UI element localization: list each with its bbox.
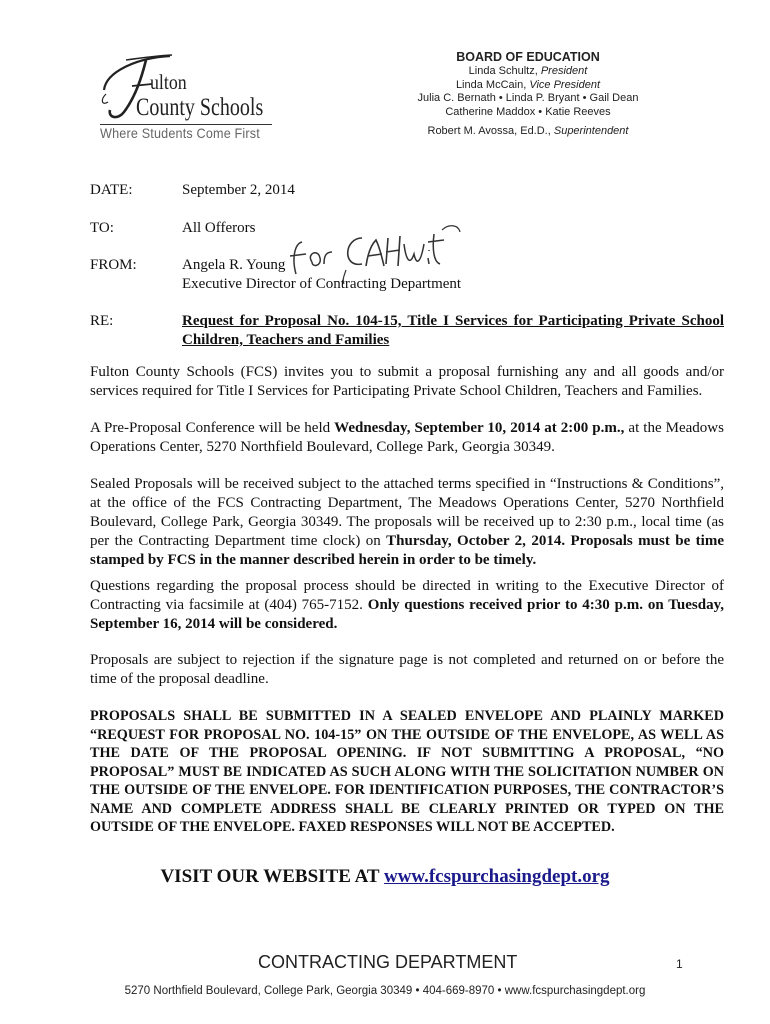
- pre-proposal-text-c: at the Meadows Operations Center, 5270 Northfield Boulevard, College Park, Georgia 30349.: [90, 420, 724, 455]
- board-vice-president: [398, 79, 658, 93]
- page-number: 1: [676, 957, 683, 971]
- superintendent-name: Robert M. Avossa, Ed.D.,: [427, 125, 554, 137]
- footer-address: 5270 Northfield Boulevard, College Park, Georgia 30349 • 404-669-8970 • www.fcspurchasingdept.org: [124, 985, 646, 997]
- paragraph-rejection: Proposals are subject to rejection if the signature page is not completed and returned on or before the time of the proposal deadline.: [90, 652, 724, 687]
- visit-website-prefix: VISIT OUR WEBSITE AT: [160, 866, 384, 887]
- questions-deadline: Only questions received prior to 4:30 p.m. on Tuesday, September 16, 2014 will be considered.: [90, 597, 724, 632]
- paragraph-submission-instructions: PROPOSALS SHALL BE SUBMITTED IN A SEALED ENVELOPE AND PLAINLY MARKED “REQUEST FOR PROPOSAL NO. 104-15” ON THE OUTSIDE OF THE ENVELOPE, AS WELL AS THE DATE OF THE PROPOSAL OPENING. IF NOT SUBMITTING A PROPOSAL, “NO PROPOSAL” MUST BE INDICATED AS SUCH ALONG WITH THE SOLICITATION NUMBER ON THE OUTSIDE OF THE ENVELOPE. FOR IDENTIFICATION PURPOSES, THE CONTRACTOR’S NAME AND COMPLETE ADDRESS SHALL BE CLEARLY PRINTED OR TYPED ON THE OUTSIDE OF THE ENVELOPE. FAXED RESPONSES WILL NOT BE ACCEPTED.: [90, 708, 724, 835]
- to-value: All Offerors: [182, 220, 256, 236]
- pre-proposal-date: Wednesday, September 10, 2014 at 2:00 p.m.,: [334, 420, 625, 436]
- logo-text-county-schools: County Schools: [136, 94, 264, 121]
- superintendent-role: Superintendent: [553, 125, 629, 137]
- vice-president-name: Linda McCain,: [455, 78, 530, 91]
- paragraph-pre-proposal: [90, 419, 724, 457]
- paragraph-questions: [90, 577, 724, 634]
- website-link[interactable]: www.fcspurchasingdept.org: [383, 866, 610, 887]
- from-label: FROM:: [90, 257, 137, 273]
- from-name: Angela R. Young: [182, 257, 286, 273]
- paragraph-invitation: Fulton County Schools (FCS) invites you to submit a proposal furnishing any and all goods and/or services required for Title I Services for Participating Private School Children, Teachers and Families.: [90, 364, 724, 399]
- board-members-line1: Julia C. Bernath • Linda P. Bryant • Gail Dean: [417, 92, 639, 104]
- board-title: BOARD OF EDUCATION: [456, 50, 600, 64]
- board-of-education-block: [398, 50, 658, 139]
- president-name: Linda Schultz,: [468, 65, 541, 77]
- re-subject: Request for Proposal No. 104-15, Title I Services for Participating Private School Children, Teachers and Families: [182, 313, 724, 348]
- logo-tagline: Where Students Come First: [100, 125, 260, 141]
- board-superintendent: [398, 125, 658, 139]
- fulton-county-schools-logo: [96, 50, 296, 142]
- footer-department-title: CONTRACTING DEPARTMENT: [258, 952, 518, 972]
- logo-text-ulton: ulton: [150, 70, 187, 94]
- visit-website-line: [0, 866, 770, 888]
- to-label: TO:: [90, 220, 114, 236]
- vice-president-role: Vice President: [529, 78, 601, 91]
- re-label: RE:: [90, 313, 114, 329]
- president-role: President: [540, 65, 588, 77]
- handwritten-signature: [282, 214, 462, 286]
- date-value: September 2, 2014: [182, 182, 295, 198]
- date-label: DATE:: [90, 182, 133, 198]
- board-members-line2: Catherine Maddox • Katie Reeves: [445, 105, 611, 118]
- sealed-proposals-text: Sealed Proposals will be received subject to the attached terms specified in “Instructions & Conditions”, at the office of the FCS Contracting Department, The Meadows Operations Center, 5270 Northfield Boulevard, College Park, Georgia 30349. The proposals will be received up to 2:30 p.m., local time (as per the Contracting Department time clock) on: [90, 476, 724, 549]
- paragraph-sealed-proposals: [90, 475, 724, 570]
- questions-text: Questions regarding the proposal process should be directed in writing to the Executive Director of Contracting via facsimile at (404) 765-7152.: [90, 578, 724, 613]
- board-president: [398, 65, 658, 79]
- from-title: Executive Director of Contracting Department: [182, 276, 462, 292]
- pre-proposal-text-a: A Pre-Proposal Conference will be held: [90, 420, 335, 436]
- sealed-proposals-deadline: Thursday, October 2, 2014. Proposals must be time stamped by FCS in the manner described herein in order to be timely.: [90, 533, 724, 568]
